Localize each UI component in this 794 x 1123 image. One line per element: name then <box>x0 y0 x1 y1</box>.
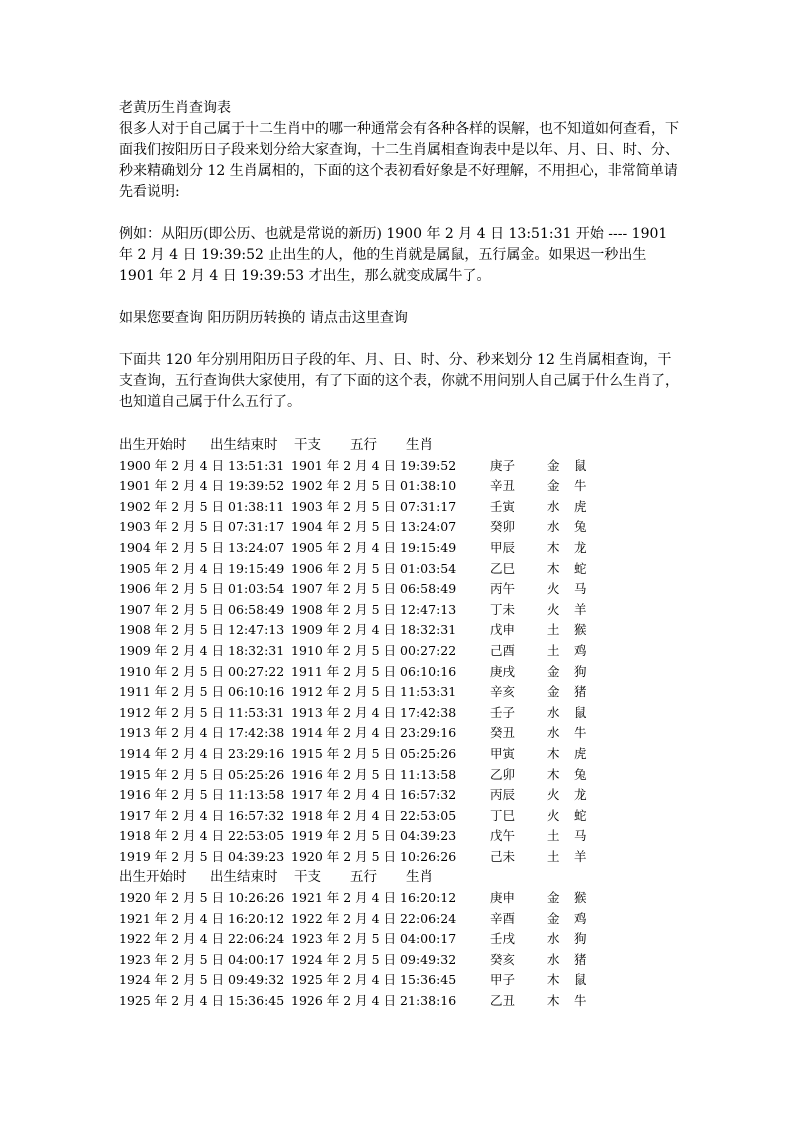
cell-wuxing: 水 <box>547 931 560 947</box>
zodiac-table <box>119 435 679 1012</box>
cell-shengxiao: 虎 <box>574 498 587 514</box>
header-shengxiao: 生肖 <box>406 437 433 453</box>
cell-end: 1904 年 2 月 5 日 13:24:07 <box>291 519 457 535</box>
cell-wuxing: 木 <box>547 972 560 988</box>
table-row <box>119 950 679 971</box>
cell-wuxing: 水 <box>547 519 560 535</box>
query-line[interactable]: 如果您要查询 阳历阴历转换的 请点击这里查询 <box>119 310 408 326</box>
cell-shengxiao: 蛇 <box>574 807 587 823</box>
cell-shengxiao: 鼠 <box>574 972 587 988</box>
cell-shengxiao: 鼠 <box>574 457 587 473</box>
spacer <box>119 329 679 350</box>
cell-wuxing: 水 <box>547 704 560 720</box>
cell-end: 1926 年 2 月 4 日 21:38:16 <box>291 993 457 1009</box>
header-wuxing: 五行 <box>350 869 377 886</box>
cell-shengxiao: 猴 <box>574 622 587 638</box>
cell-end: 1920 年 2 月 5 日 10:26:26 <box>291 848 457 864</box>
cell-end: 1910 年 2 月 5 日 00:27:22 <box>291 642 457 658</box>
cell-start: 1920 年 2 月 5 日 10:26:26 <box>119 890 285 906</box>
cell-start: 1904 年 2 月 5 日 13:24:07 <box>119 539 285 555</box>
cell-ganzhi: 辛丑 <box>490 478 516 494</box>
cell-end: 1916 年 2 月 5 日 11:13:58 <box>291 766 457 782</box>
cell-wuxing: 木 <box>547 766 560 782</box>
header-end: 出生结束时 <box>210 869 278 886</box>
cell-end: 1913 年 2 月 4 日 17:42:38 <box>291 704 457 720</box>
cell-start: 1912 年 2 月 5 日 11:53:31 <box>119 704 285 720</box>
header-start: 出生开始时 <box>119 437 187 453</box>
cell-shengxiao: 猪 <box>574 951 587 967</box>
cell-ganzhi: 戊申 <box>490 622 516 638</box>
cell-wuxing: 土 <box>547 622 560 638</box>
cell-start: 1918 年 2 月 4 日 22:53:05 <box>119 828 285 844</box>
cell-start: 1915 年 2 月 5 日 05:25:26 <box>119 766 285 782</box>
cell-ganzhi: 丙午 <box>490 581 516 597</box>
cell-ganzhi: 辛酉 <box>490 910 516 926</box>
cell-shengxiao: 牛 <box>574 478 587 494</box>
cell-start: 1914 年 2 月 4 日 23:29:16 <box>119 745 285 761</box>
cell-end: 1909 年 2 月 4 日 18:32:31 <box>291 622 457 638</box>
table-header-repeat <box>119 867 679 888</box>
cell-ganzhi: 庚子 <box>490 457 516 473</box>
table-row <box>119 703 679 724</box>
cell-shengxiao: 鸡 <box>574 910 587 926</box>
table-row <box>119 806 679 827</box>
cell-start: 1913 年 2 月 4 日 17:42:38 <box>119 725 285 741</box>
header-ganzhi: 干支 <box>294 869 321 886</box>
cell-shengxiao: 兔 <box>574 766 587 782</box>
cell-end: 1905 年 2 月 4 日 19:15:49 <box>291 539 457 555</box>
cell-ganzhi: 丁巳 <box>490 807 516 823</box>
cell-start: 1909 年 2 月 4 日 18:32:31 <box>119 642 285 658</box>
cell-start: 1901 年 2 月 4 日 19:39:52 <box>119 478 285 494</box>
table-row <box>119 538 679 559</box>
cell-start: 1906 年 2 月 5 日 01:03:54 <box>119 581 285 597</box>
header-wuxing: 五行 <box>350 437 377 453</box>
table-row <box>119 765 679 786</box>
cell-end: 1922 年 2 月 4 日 22:06:24 <box>291 910 457 926</box>
cell-start: 1922 年 2 月 4 日 22:06:24 <box>119 931 285 947</box>
cell-start: 1900 年 2 月 4 日 13:51:31 <box>119 457 285 473</box>
cell-shengxiao: 马 <box>574 828 587 844</box>
cell-ganzhi: 壬子 <box>490 704 516 720</box>
table-row <box>119 682 679 703</box>
table-body-b <box>119 888 679 1012</box>
header-start: 出生开始时 <box>119 869 187 886</box>
cell-shengxiao: 猴 <box>574 890 587 906</box>
cell-wuxing: 木 <box>547 560 560 576</box>
table-row <box>119 744 679 765</box>
table-row <box>119 497 679 518</box>
spacer <box>119 413 679 431</box>
cell-shengxiao: 鼠 <box>574 704 587 720</box>
cell-wuxing: 金 <box>547 478 560 494</box>
cell-end: 1918 年 2 月 4 日 22:53:05 <box>291 807 457 823</box>
cell-start: 1921 年 2 月 4 日 16:20:12 <box>119 910 285 926</box>
cell-end: 1907 年 2 月 5 日 06:58:49 <box>291 581 457 597</box>
cell-ganzhi: 壬戌 <box>490 931 516 947</box>
table-row <box>119 785 679 806</box>
cell-shengxiao: 羊 <box>574 848 587 864</box>
intro-paragraph: 很多人对于自己属于十二生肖中的哪一种通常会有各种各样的误解，也不知道如何查看，下面我们按阳历日子段来划分给大家查询，十二生肖属相查询表中是以年、月、日、时、分、秒来精确划分 12 生肖属相的，下面的这个表初看好象是不好理解，不用担心，非常简单请先看说明: <box>119 121 679 200</box>
cell-end: 1903 年 2 月 5 日 07:31:17 <box>291 498 457 514</box>
cell-ganzhi: 戊午 <box>490 828 516 844</box>
table-row <box>119 909 679 930</box>
cell-ganzhi: 癸亥 <box>490 951 516 967</box>
cell-wuxing: 火 <box>547 581 560 597</box>
table-row <box>119 579 679 600</box>
cell-end: 1923 年 2 月 5 日 04:00:17 <box>291 931 457 947</box>
header-ganzhi: 干支 <box>294 437 321 453</box>
cell-end: 1911 年 2 月 5 日 06:10:16 <box>291 663 457 679</box>
cell-ganzhi: 庚戌 <box>490 663 516 679</box>
cell-end: 1914 年 2 月 4 日 23:29:16 <box>291 725 457 741</box>
cell-start: 1902 年 2 月 5 日 01:38:11 <box>119 498 285 514</box>
cell-ganzhi: 乙巳 <box>490 560 516 576</box>
cell-start: 1923 年 2 月 5 日 04:00:17 <box>119 951 285 967</box>
table-body-a <box>119 456 679 868</box>
cell-start: 1908 年 2 月 5 日 12:47:13 <box>119 622 285 638</box>
cell-wuxing: 水 <box>547 951 560 967</box>
cell-wuxing: 金 <box>547 890 560 906</box>
cell-shengxiao: 牛 <box>574 725 587 741</box>
cell-end: 1901 年 2 月 4 日 19:39:52 <box>291 457 457 473</box>
header-end: 出生结束时 <box>210 437 278 453</box>
table-row <box>119 991 679 1012</box>
cell-shengxiao: 狗 <box>574 663 587 679</box>
table-row <box>119 826 679 847</box>
header-shengxiao: 生肖 <box>406 869 433 886</box>
cell-wuxing: 金 <box>547 663 560 679</box>
cell-start: 1916 年 2 月 5 日 11:13:58 <box>119 787 285 803</box>
cell-shengxiao: 鸡 <box>574 642 587 658</box>
cell-wuxing: 土 <box>547 828 560 844</box>
cell-start: 1910 年 2 月 5 日 00:27:22 <box>119 663 285 679</box>
cell-ganzhi: 癸丑 <box>490 725 516 741</box>
cell-shengxiao: 兔 <box>574 519 587 535</box>
cell-shengxiao: 虎 <box>574 745 587 761</box>
cell-start: 1911 年 2 月 5 日 06:10:16 <box>119 684 285 700</box>
cell-end: 1912 年 2 月 5 日 11:53:31 <box>291 684 457 700</box>
cell-wuxing: 金 <box>547 457 560 473</box>
cell-shengxiao: 狗 <box>574 931 587 947</box>
table-row <box>119 517 679 538</box>
cell-shengxiao: 牛 <box>574 993 587 1009</box>
cell-shengxiao: 猪 <box>574 684 587 700</box>
cell-start: 1925 年 2 月 4 日 15:36:45 <box>119 993 285 1009</box>
cell-ganzhi: 乙丑 <box>490 993 516 1009</box>
cell-ganzhi: 甲寅 <box>490 745 516 761</box>
cell-end: 1925 年 2 月 4 日 15:36:45 <box>291 972 457 988</box>
description-paragraph: 下面共 120 年分别用阳历日子段的年、月、日、时、分、秒来划分 12 生肖属相查询，干支查询，五行查询供大家使用，有了下面的这个表，你就不用问别人自己属于什么生肖了，也知道自己属于什么五行了。 <box>119 352 679 410</box>
table-row <box>119 476 679 497</box>
cell-ganzhi: 乙卯 <box>490 766 516 782</box>
cell-end: 1921 年 2 月 4 日 16:20:12 <box>291 890 457 906</box>
document-title: 老黄历生肖查询表 <box>119 100 231 116</box>
cell-wuxing: 水 <box>547 498 560 514</box>
cell-start: 1905 年 2 月 4 日 19:15:49 <box>119 560 285 576</box>
cell-wuxing: 火 <box>547 787 560 803</box>
cell-ganzhi: 甲辰 <box>490 539 516 555</box>
cell-end: 1924 年 2 月 5 日 09:49:32 <box>291 951 457 967</box>
spacer <box>119 203 679 224</box>
cell-ganzhi: 丙辰 <box>490 787 516 803</box>
cell-start: 1924 年 2 月 5 日 09:49:32 <box>119 972 285 988</box>
table-row <box>119 456 679 477</box>
table-row <box>119 847 679 868</box>
cell-end: 1906 年 2 月 5 日 01:03:54 <box>291 560 457 576</box>
cell-ganzhi: 甲子 <box>490 972 516 988</box>
cell-shengxiao: 龙 <box>574 539 587 555</box>
example-paragraph: 例如：从阳历(即公历、也就是常说的新历) 1900 年 2 月 4 日 13:51:31 开始 ---- 1901 年 2 月 4 日 19:39:52 止出生的人，他的生肖就是属鼠，五行属金。如果迟一秒出生 1901 年 2 月 4 日 19:39:53 才出生，那么就变成属牛了。 <box>119 226 668 284</box>
cell-end: 1915 年 2 月 5 日 05:25:26 <box>291 745 457 761</box>
cell-end: 1908 年 2 月 5 日 12:47:13 <box>291 601 457 617</box>
cell-ganzhi: 丁未 <box>490 601 516 617</box>
cell-start: 1919 年 2 月 5 日 04:39:23 <box>119 848 285 864</box>
cell-wuxing: 火 <box>547 601 560 617</box>
cell-ganzhi: 己未 <box>490 848 516 864</box>
table-row <box>119 723 679 744</box>
spacer <box>119 287 679 308</box>
cell-wuxing: 木 <box>547 539 560 555</box>
cell-ganzhi: 癸卯 <box>490 519 516 535</box>
cell-shengxiao: 龙 <box>574 787 587 803</box>
cell-ganzhi: 庚申 <box>490 890 516 906</box>
cell-ganzhi: 辛亥 <box>490 684 516 700</box>
cell-wuxing: 水 <box>547 725 560 741</box>
cell-ganzhi: 壬寅 <box>490 498 516 514</box>
document-page <box>119 98 679 1012</box>
cell-start: 1917 年 2 月 4 日 16:57:32 <box>119 807 285 823</box>
cell-start: 1903 年 2 月 5 日 07:31:17 <box>119 519 285 535</box>
cell-wuxing: 木 <box>547 993 560 1009</box>
cell-wuxing: 火 <box>547 807 560 823</box>
table-row <box>119 970 679 991</box>
cell-start: 1907 年 2 月 5 日 06:58:49 <box>119 601 285 617</box>
cell-end: 1919 年 2 月 5 日 04:39:23 <box>291 828 457 844</box>
cell-ganzhi: 己酉 <box>490 642 516 658</box>
table-row <box>119 641 679 662</box>
table-row <box>119 559 679 580</box>
cell-end: 1917 年 2 月 4 日 16:57:32 <box>291 787 457 803</box>
table-row <box>119 888 679 909</box>
cell-wuxing: 金 <box>547 684 560 700</box>
cell-shengxiao: 羊 <box>574 601 587 617</box>
cell-wuxing: 金 <box>547 910 560 926</box>
cell-wuxing: 土 <box>547 642 560 658</box>
table-row <box>119 929 679 950</box>
cell-shengxiao: 马 <box>574 581 587 597</box>
table-row <box>119 600 679 621</box>
cell-wuxing: 木 <box>547 745 560 761</box>
cell-shengxiao: 蛇 <box>574 560 587 576</box>
table-row <box>119 662 679 683</box>
cell-end: 1902 年 2 月 5 日 01:38:10 <box>291 478 457 494</box>
table-header <box>119 435 679 456</box>
table-row <box>119 620 679 641</box>
cell-wuxing: 土 <box>547 848 560 864</box>
